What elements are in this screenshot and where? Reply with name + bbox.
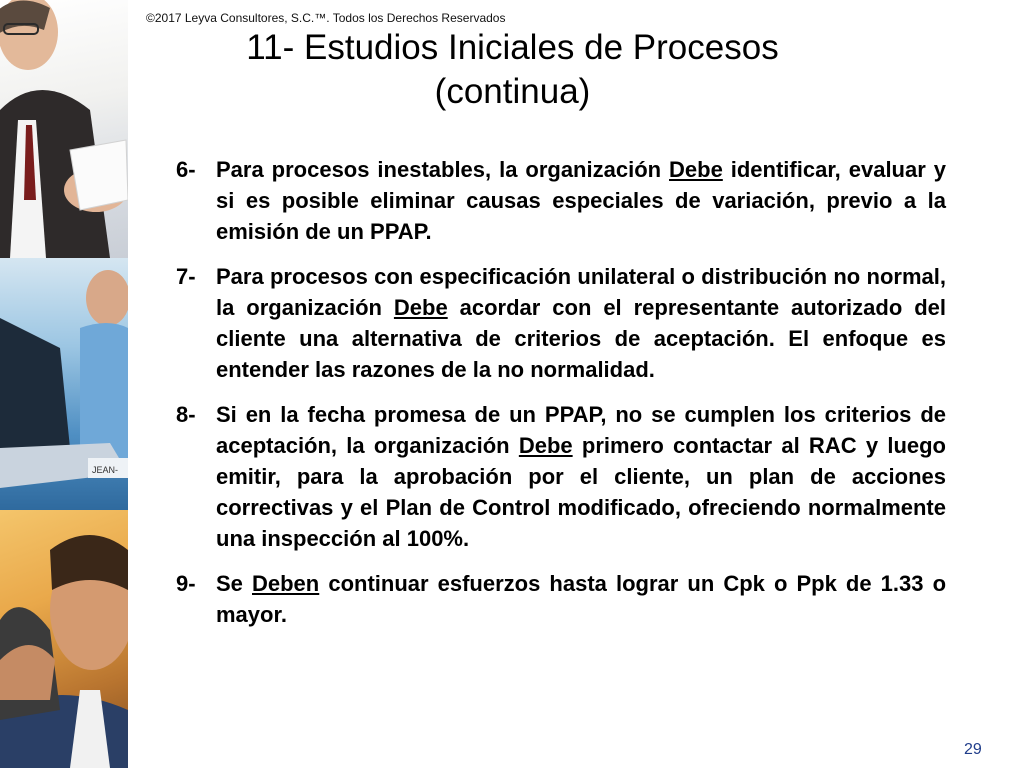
list-item — [176, 399, 946, 554]
list-item-number: 6- — [176, 157, 196, 182]
list-item — [176, 568, 946, 630]
photo-man-on-phone — [0, 510, 128, 768]
photo-laptop-user — [0, 258, 128, 510]
list-item-text-start: Si en la fecha promesa de un PPAP, no se cumplen los criterios de aceptación, la organización — [216, 402, 946, 458]
list-item-text-end: primero contactar al RAC y luego emitir, para la aprobación por el cliente, un plan de acciones correctivas y el Plan de Control modificado, ofreciendo normalmente una inspección al 100%. — [216, 433, 946, 551]
slide-title-line-1: 11- Estudios Iniciales de Procesos — [246, 28, 779, 67]
page-number: 29 — [964, 741, 982, 758]
list-item-text-end: acordar con el representante autorizado del cliente una alternativa de criterios de aceptación. El enfoque es entender las razones de la no normalidad. — [216, 295, 946, 382]
photo-businessman-reading — [0, 0, 128, 258]
svg-text:JEAN-: JEAN- — [92, 465, 119, 475]
list-item — [176, 261, 946, 385]
list-item-text-end: continuar esfuerzos hasta lograr un Cpk o Ppk de 1.33 o mayor. — [216, 571, 947, 627]
list-item-text — [216, 154, 946, 247]
list-item — [176, 154, 946, 247]
slide-title-line-2: (continua) — [434, 72, 591, 111]
list-item-number: 9- — [176, 571, 196, 596]
photo-strip — [0, 0, 128, 768]
list-item-text-start: Para procesos con especificación unilateral o distribución no normal, la organización — [216, 264, 946, 320]
list-item-number: 8- — [176, 402, 196, 427]
list-item-text — [216, 399, 946, 554]
list-item-number: 7- — [176, 264, 196, 289]
list-item-text-start: Para procesos inestables, la organización — [216, 157, 670, 182]
list-item-text-end: identificar, evaluar y si es posible eliminar causas especiales de variación, previo a la emisión de un PPAP. — [216, 157, 946, 244]
copyright-notice: ©2017 Leyva Consultores, S.C.™. Todos los Derechos Reservados — [146, 11, 506, 25]
list-item-text — [216, 568, 946, 630]
emphasis-debe: Debe — [669, 157, 723, 182]
emphasis-deben: Deben — [252, 571, 320, 596]
list-item-text-start: Se — [216, 571, 252, 596]
list-item-text — [216, 261, 946, 385]
requirements-list — [176, 154, 946, 644]
slide-title — [150, 26, 875, 114]
emphasis-debe: Debe — [518, 433, 573, 458]
emphasis-debe: Debe — [393, 295, 448, 320]
